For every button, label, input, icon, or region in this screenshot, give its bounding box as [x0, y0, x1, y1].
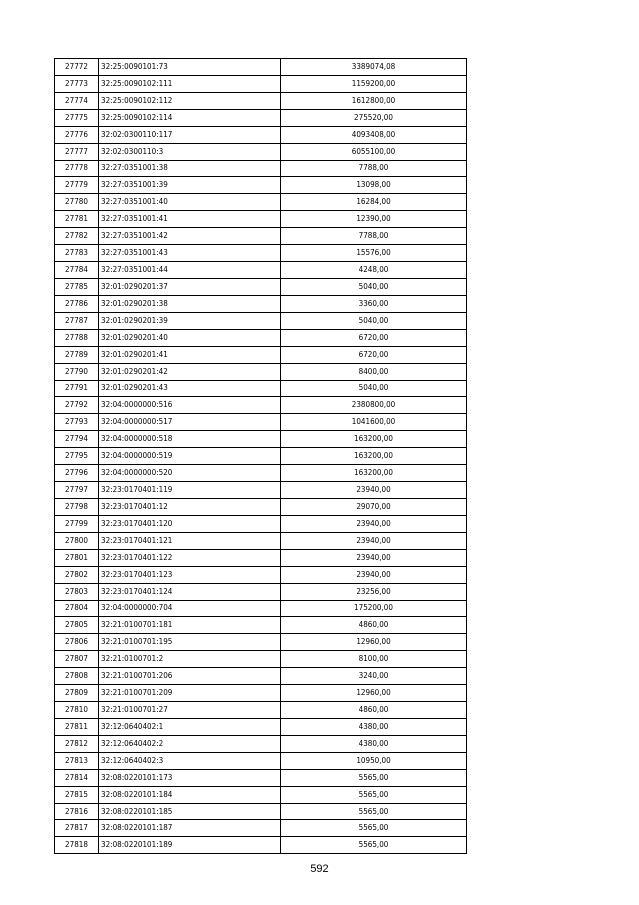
table-row: [55, 143, 467, 160]
row-number-cell: 27786: [55, 295, 99, 312]
table-row: [55, 837, 467, 854]
cadastral-number-cell: 32:27:0351001:39: [99, 177, 281, 194]
row-number-cell: 27788: [55, 329, 99, 346]
row-number-cell: 27803: [55, 583, 99, 600]
table-row: [55, 397, 467, 414]
row-number-cell: 27806: [55, 634, 99, 651]
table-row: [55, 566, 467, 583]
cadastral-number-cell: 32:01:0290201:43: [99, 380, 281, 397]
cadastral-number-cell: 32:04:0000000:519: [99, 448, 281, 465]
cadastral-number-cell: 32:23:0170401:124: [99, 583, 281, 600]
value-cell: 175200,00: [281, 600, 467, 617]
row-number-cell: 27783: [55, 245, 99, 262]
row-number-cell: 27775: [55, 109, 99, 126]
value-cell: 6055100,00: [281, 143, 467, 160]
value-cell: 3360,00: [281, 295, 467, 312]
table-row: [55, 515, 467, 532]
table-row: [55, 109, 467, 126]
cadastral-number-cell: 32:25:0090102:112: [99, 92, 281, 109]
table-row: [55, 482, 467, 499]
value-cell: 275520,00: [281, 109, 467, 126]
table-row: [55, 278, 467, 295]
table-row: [55, 329, 467, 346]
row-number-cell: 27784: [55, 262, 99, 279]
value-cell: 13098,00: [281, 177, 467, 194]
row-number-cell: 27797: [55, 482, 99, 499]
value-cell: 3240,00: [281, 668, 467, 685]
cadastral-number-cell: 32:21:0100701:2: [99, 651, 281, 668]
value-cell: 5040,00: [281, 278, 467, 295]
table-row: [55, 702, 467, 719]
row-number-cell: 27816: [55, 803, 99, 820]
table-row: [55, 752, 467, 769]
row-number-cell: 27805: [55, 617, 99, 634]
value-cell: 4860,00: [281, 617, 467, 634]
cadastral-number-cell: 32:21:0100701:209: [99, 685, 281, 702]
row-number-cell: 27815: [55, 786, 99, 803]
value-cell: 23940,00: [281, 549, 467, 566]
value-cell: 12960,00: [281, 634, 467, 651]
table-row: [55, 718, 467, 735]
cadastral-number-cell: 32:04:0000000:520: [99, 465, 281, 482]
table-row: [55, 549, 467, 566]
cadastral-number-cell: 32:12:0640402:2: [99, 735, 281, 752]
row-number-cell: 27777: [55, 143, 99, 160]
value-cell: 4248,00: [281, 262, 467, 279]
cadastral-number-cell: 32:25:0090102:111: [99, 75, 281, 92]
table-row: [55, 735, 467, 752]
table-row: [55, 448, 467, 465]
table-row: [55, 498, 467, 515]
cadastral-number-cell: 32:08:0220101:184: [99, 786, 281, 803]
cadastral-number-cell: 32:23:0170401:120: [99, 515, 281, 532]
cadastral-number-cell: 32:27:0351001:43: [99, 245, 281, 262]
cadastral-number-cell: 32:25:0090102:114: [99, 109, 281, 126]
table-row: [55, 617, 467, 634]
table-row: [55, 685, 467, 702]
table-row: [55, 228, 467, 245]
row-number-cell: 27772: [55, 59, 99, 76]
value-cell: 7788,00: [281, 160, 467, 177]
table-row: [55, 803, 467, 820]
row-number-cell: 27813: [55, 752, 99, 769]
value-cell: 5565,00: [281, 769, 467, 786]
cadastral-number-cell: 32:21:0100701:181: [99, 617, 281, 634]
row-number-cell: 27818: [55, 837, 99, 854]
cadastral-number-cell: 32:21:0100701:27: [99, 702, 281, 719]
row-number-cell: 27791: [55, 380, 99, 397]
row-number-cell: 27774: [55, 92, 99, 109]
cadastral-number-cell: 32:27:0351001:40: [99, 194, 281, 211]
row-number-cell: 27790: [55, 363, 99, 380]
value-cell: 163200,00: [281, 431, 467, 448]
row-number-cell: 27807: [55, 651, 99, 668]
row-number-cell: 27798: [55, 498, 99, 515]
table-row: [55, 431, 467, 448]
value-cell: 4380,00: [281, 718, 467, 735]
table-row: [55, 126, 467, 143]
row-number-cell: 27810: [55, 702, 99, 719]
value-cell: 5040,00: [281, 380, 467, 397]
table-row: [55, 312, 467, 329]
cadastral-number-cell: 32:25:0090101:73: [99, 59, 281, 76]
value-cell: 23940,00: [281, 515, 467, 532]
value-cell: 5565,00: [281, 803, 467, 820]
table-row: [55, 414, 467, 431]
cadastral-number-cell: 32:23:0170401:12: [99, 498, 281, 515]
cadastral-number-cell: 32:01:0290201:39: [99, 312, 281, 329]
value-cell: 3389074,08: [281, 59, 467, 76]
row-number-cell: 27782: [55, 228, 99, 245]
value-cell: 23256,00: [281, 583, 467, 600]
table-row: [55, 651, 467, 668]
cadastral-number-cell: 32:04:0000000:516: [99, 397, 281, 414]
row-number-cell: 27781: [55, 211, 99, 228]
row-number-cell: 27800: [55, 532, 99, 549]
table-row: [55, 363, 467, 380]
value-cell: 12960,00: [281, 685, 467, 702]
row-number-cell: 27780: [55, 194, 99, 211]
page-number: 592: [310, 863, 329, 875]
cadastral-number-cell: 32:12:0640402:1: [99, 718, 281, 735]
cadastral-number-cell: 32:08:0220101:187: [99, 820, 281, 837]
row-number-cell: 27812: [55, 735, 99, 752]
table-row: [55, 465, 467, 482]
cadastral-value-table: [54, 58, 467, 854]
value-cell: 10950,00: [281, 752, 467, 769]
value-cell: 23940,00: [281, 482, 467, 499]
cadastral-number-cell: 32:08:0220101:185: [99, 803, 281, 820]
value-cell: 1159200,00: [281, 75, 467, 92]
row-number-cell: 27778: [55, 160, 99, 177]
cadastral-number-cell: 32:04:0000000:704: [99, 600, 281, 617]
cadastral-number-cell: 32:02:0300110:3: [99, 143, 281, 160]
value-cell: 5040,00: [281, 312, 467, 329]
value-cell: 163200,00: [281, 465, 467, 482]
row-number-cell: 27801: [55, 549, 99, 566]
value-cell: 7788,00: [281, 228, 467, 245]
value-cell: 6720,00: [281, 329, 467, 346]
row-number-cell: 27817: [55, 820, 99, 837]
cadastral-number-cell: 32:01:0290201:37: [99, 278, 281, 295]
row-number-cell: 27808: [55, 668, 99, 685]
table-row: [55, 346, 467, 363]
table-row: [55, 211, 467, 228]
cadastral-number-cell: 32:23:0170401:122: [99, 549, 281, 566]
row-number-cell: 27792: [55, 397, 99, 414]
row-number-cell: 27776: [55, 126, 99, 143]
table-row: [55, 75, 467, 92]
row-number-cell: 27773: [55, 75, 99, 92]
cadastral-number-cell: 32:01:0290201:40: [99, 329, 281, 346]
cadastral-number-cell: 32:27:0351001:38: [99, 160, 281, 177]
value-cell: 8100,00: [281, 651, 467, 668]
row-number-cell: 27787: [55, 312, 99, 329]
table-row: [55, 786, 467, 803]
table-row: [55, 769, 467, 786]
row-number-cell: 27804: [55, 600, 99, 617]
cadastral-number-cell: 32:23:0170401:121: [99, 532, 281, 549]
cadastral-number-cell: 32:27:0351001:42: [99, 228, 281, 245]
row-number-cell: 27779: [55, 177, 99, 194]
cadastral-number-cell: 32:12:0640402:3: [99, 752, 281, 769]
row-number-cell: 27785: [55, 278, 99, 295]
table-row: [55, 245, 467, 262]
cadastral-number-cell: 32:08:0220101:173: [99, 769, 281, 786]
row-number-cell: 27795: [55, 448, 99, 465]
value-cell: 5565,00: [281, 786, 467, 803]
row-number-cell: 27809: [55, 685, 99, 702]
cadastral-number-cell: 32:01:0290201:38: [99, 295, 281, 312]
cadastral-number-cell: 32:08:0220101:189: [99, 837, 281, 854]
row-number-cell: 27802: [55, 566, 99, 583]
value-cell: 29070,00: [281, 498, 467, 515]
table-row: [55, 600, 467, 617]
table-body: [55, 59, 467, 854]
value-cell: 15576,00: [281, 245, 467, 262]
value-cell: 163200,00: [281, 448, 467, 465]
row-number-cell: 27811: [55, 718, 99, 735]
table-row: [55, 177, 467, 194]
cadastral-number-cell: 32:02:0300110:117: [99, 126, 281, 143]
cadastral-number-cell: 32:23:0170401:123: [99, 566, 281, 583]
table-row: [55, 820, 467, 837]
cadastral-number-cell: 32:01:0290201:41: [99, 346, 281, 363]
cadastral-number-cell: 32:01:0290201:42: [99, 363, 281, 380]
value-cell: 6720,00: [281, 346, 467, 363]
value-cell: 4093408,00: [281, 126, 467, 143]
row-number-cell: 27814: [55, 769, 99, 786]
cadastral-number-cell: 32:23:0170401:119: [99, 482, 281, 499]
cadastral-number-cell: 32:04:0000000:518: [99, 431, 281, 448]
row-number-cell: 27793: [55, 414, 99, 431]
value-cell: 1041600,00: [281, 414, 467, 431]
table-row: [55, 380, 467, 397]
row-number-cell: 27796: [55, 465, 99, 482]
cadastral-number-cell: 32:27:0351001:41: [99, 211, 281, 228]
cadastral-number-cell: 32:04:0000000:517: [99, 414, 281, 431]
value-cell: 12390,00: [281, 211, 467, 228]
value-cell: 16284,00: [281, 194, 467, 211]
table-row: [55, 194, 467, 211]
table-row: [55, 634, 467, 651]
table-row: [55, 92, 467, 109]
row-number-cell: 27799: [55, 515, 99, 532]
table-row: [55, 295, 467, 312]
table-row: [55, 532, 467, 549]
table-row: [55, 160, 467, 177]
value-cell: 1612800,00: [281, 92, 467, 109]
value-cell: 2380800,00: [281, 397, 467, 414]
cadastral-number-cell: 32:21:0100701:206: [99, 668, 281, 685]
value-cell: 8400,00: [281, 363, 467, 380]
cadastral-number-cell: 32:21:0100701:195: [99, 634, 281, 651]
table-row: [55, 668, 467, 685]
row-number-cell: 27794: [55, 431, 99, 448]
value-cell: 4860,00: [281, 702, 467, 719]
table-row: [55, 59, 467, 76]
value-cell: 5565,00: [281, 837, 467, 854]
value-cell: 4380,00: [281, 735, 467, 752]
cadastral-number-cell: 32:27:0351001:44: [99, 262, 281, 279]
value-cell: 5565,00: [281, 820, 467, 837]
value-cell: 23940,00: [281, 532, 467, 549]
table-row: [55, 262, 467, 279]
value-cell: 23940,00: [281, 566, 467, 583]
row-number-cell: 27789: [55, 346, 99, 363]
table-row: [55, 583, 467, 600]
